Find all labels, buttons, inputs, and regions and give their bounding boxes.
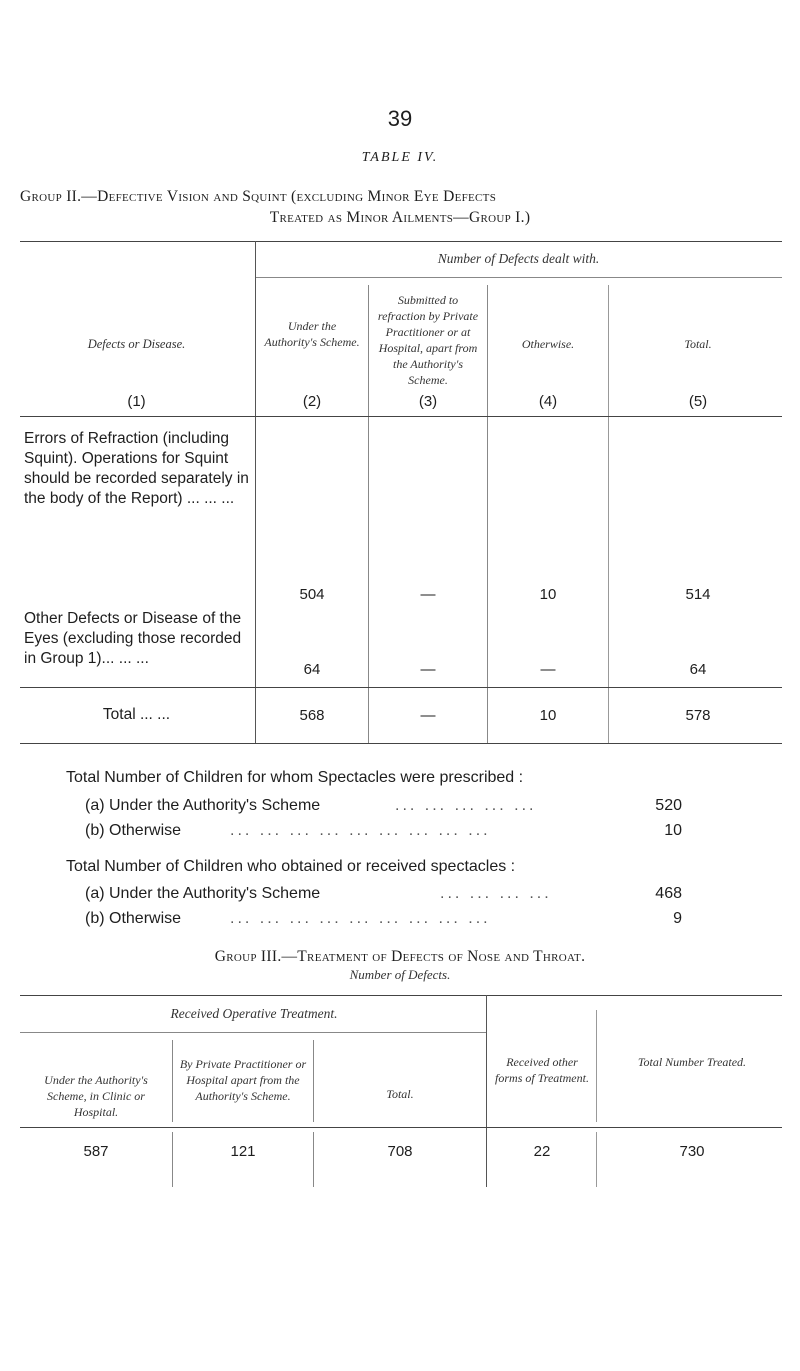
row2-col5: 64 xyxy=(689,661,707,678)
table-title: TABLE IV. xyxy=(361,150,439,165)
group2-heading-line1: Group II.—Defective Vision and Squint (excluding Minor Eye Defects xyxy=(20,188,497,205)
g3-col-total-treated: Total Number Treated. xyxy=(637,1055,747,1069)
total-col3: — xyxy=(420,707,436,724)
row-label-errors-of-refraction: Errors of Refraction (including Squint). Operations for Squint should be recorded separately in the body of the Report) ... ... ... xyxy=(24,430,249,507)
page-number: 39 xyxy=(387,106,413,131)
g3-col-private-practitioner: By Private Practitioner or Hospital apart from the Authority's Scheme. xyxy=(179,1057,307,1103)
row-label-other-defects: Other Defects or Disease of the Eyes (excluding those recorded in Group 1)... ... ... xyxy=(24,610,242,667)
g3-value-col3: 708 xyxy=(387,1143,413,1160)
g3-value-col2: 121 xyxy=(230,1143,256,1160)
col5-number: (5) xyxy=(688,393,708,410)
col3-number: (3) xyxy=(418,393,438,410)
g3-col-total: Total. xyxy=(386,1087,414,1101)
g3-col-under-authority: Under the Authority's Scheme, in Clinic or Hospital. xyxy=(44,1073,148,1119)
group2-heading-line2: Treated as Minor Ailments—Group I.) xyxy=(269,209,531,226)
row2-col4: — xyxy=(540,661,556,678)
col-under-authority: Under the Authority's Scheme. xyxy=(264,319,360,349)
row2-col3: — xyxy=(420,661,436,678)
col-private-practitioner: Submitted to refraction by Private Practitioner or at Hospital, apart from the Authority's Scheme. xyxy=(377,293,479,387)
row2-col2: 64 xyxy=(303,661,321,678)
col2-number: (2) xyxy=(302,393,322,410)
col-otherwise: Otherwise. xyxy=(521,337,575,351)
obtained-a-value: 468 xyxy=(655,885,682,902)
group3-subheading: Number of Defects. xyxy=(349,967,451,982)
group3-heading: Group III.—Treatment of Defects of Nose and Throat. xyxy=(214,948,586,965)
g3-value-col1: 587 xyxy=(83,1143,109,1160)
row1-col2: 504 xyxy=(299,586,325,603)
prescribed-a-value: 520 xyxy=(655,797,682,814)
obtained-title: Total Number of Children who obtained or received spectacles : xyxy=(66,858,516,875)
prescribed-a-label: (a) Under the Authority's Scheme xyxy=(85,797,321,814)
total-label: Total ... ... xyxy=(102,706,171,723)
total-col4: 10 xyxy=(539,707,557,724)
g3-col-other-treatment: Received other forms of Treatment. xyxy=(495,1055,589,1085)
group2-span-header: Number of Defects dealt with. xyxy=(437,251,600,266)
obtained-b-label: (b) Otherwise xyxy=(85,910,182,927)
g3-value-col4: 22 xyxy=(533,1143,551,1160)
group3-span-header: Received Operative Treatment. xyxy=(170,1006,338,1021)
row1-col3: — xyxy=(420,586,436,603)
total-col2: 568 xyxy=(299,707,325,724)
g3-value-col5: 730 xyxy=(679,1143,705,1160)
prescribed-b-value: 10 xyxy=(664,822,682,839)
col1-number: (1) xyxy=(127,393,146,410)
row1-col5: 514 xyxy=(685,586,711,603)
col4-number: (4) xyxy=(538,393,558,410)
total-col5: 578 xyxy=(685,707,711,724)
obtained-a-label: (a) Under the Authority's Scheme xyxy=(85,885,321,902)
row1-col4: 10 xyxy=(539,586,557,603)
prescribed-b-label: (b) Otherwise xyxy=(85,822,182,839)
obtained-b-value: 9 xyxy=(673,910,682,927)
prescribed-title: Total Number of Children for whom Spectacles were prescribed : xyxy=(66,769,524,786)
col-defects-or-disease: Defects or Disease. xyxy=(87,337,186,351)
col-total: Total. xyxy=(684,337,712,351)
